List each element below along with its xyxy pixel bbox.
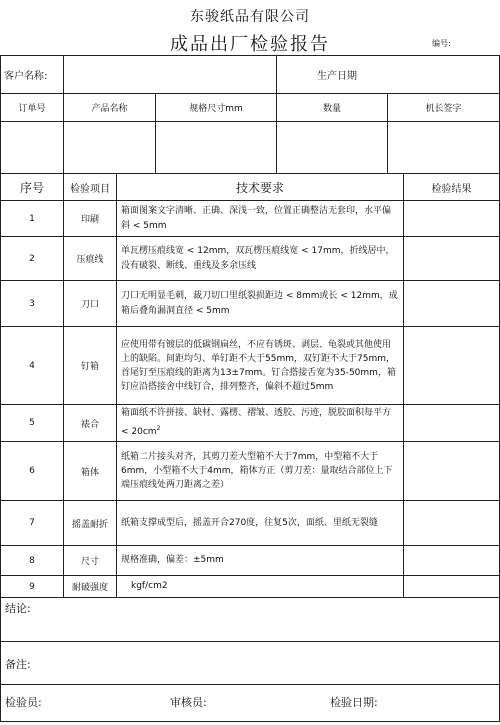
row-result[interactable] bbox=[404, 237, 499, 280]
order-number-input[interactable] bbox=[1, 122, 63, 173]
item-header: 检验项目 bbox=[70, 183, 110, 195]
spec-size-header: 规格尺寸mm bbox=[189, 104, 243, 114]
customer-value[interactable] bbox=[64, 56, 276, 93]
row-requirement: 纸箱二片接头对齐，其剪刀差大型箱不大于7mm，中型箱不大于6mm，小型箱不大于4mm，箱体方正（剪刀差：量取结合部位上下端压痕线处两刀距离之差） bbox=[121, 452, 393, 490]
row-number: 3 bbox=[29, 298, 35, 309]
row-item: 刀口 bbox=[80, 300, 99, 310]
operator-signature-header: 机长签字 bbox=[425, 104, 462, 114]
row-number: 4 bbox=[29, 360, 35, 371]
report-title: 成品出厂检验报告 bbox=[170, 34, 330, 55]
seq-header: 序号 bbox=[19, 180, 44, 195]
requirements-header: 技术要求 bbox=[235, 180, 284, 195]
row-item: 印刷 bbox=[80, 215, 99, 225]
company-name: 东骏纸品有限公司 bbox=[190, 9, 310, 25]
product-name-header: 产品名称 bbox=[91, 104, 128, 114]
row-number: 7 bbox=[29, 518, 35, 528]
divider bbox=[0, 684, 500, 685]
row-item: 钉箱 bbox=[80, 362, 99, 372]
row-requirement: 刀口无明显毛刺，裁刀切口里纸裂损距边 < 8mm或长 < 12mm，成箱后叠角漏洞直径 < 5mm bbox=[121, 290, 398, 316]
row-requirement: 箱面图案文字清晰、正确、深浅一致，位置正确整洁无套印，水平偏斜 < 5mm bbox=[121, 205, 392, 231]
row-number: 5 bbox=[29, 418, 35, 428]
row-result[interactable] bbox=[404, 201, 499, 236]
row-result[interactable] bbox=[404, 281, 499, 326]
product-name-input[interactable] bbox=[64, 122, 155, 173]
row-item: 耐破强度 bbox=[71, 583, 108, 593]
row-number: 9 bbox=[29, 581, 35, 592]
spec-size-input[interactable] bbox=[156, 122, 276, 173]
row-requirement: 单瓦楞压痕线宽 < 12mm，双瓦楞压痕线宽 < 17mm，折线居中，没有破裂、断线、重线及多余压线 bbox=[121, 245, 395, 271]
row-item: 压痕线 bbox=[76, 255, 104, 265]
reviewer-label: 审核员: bbox=[170, 696, 207, 709]
row-requirement bbox=[117, 405, 403, 441]
row-requirement-text: 箱面纸不许拼接、缺材、露楞、褶皱、透胶、污迹，脱胶面积每平方 < $20cm^2$ bbox=[121, 408, 392, 437]
quantity-header: 数量 bbox=[322, 104, 341, 114]
row-result[interactable] bbox=[404, 327, 499, 404]
divider bbox=[0, 641, 500, 642]
row-result[interactable] bbox=[404, 405, 499, 441]
production-date-value[interactable] bbox=[397, 56, 499, 93]
row-result[interactable] bbox=[404, 546, 499, 575]
conclusion-label: 结论: bbox=[5, 602, 31, 615]
row-item: 箱体 bbox=[80, 467, 99, 478]
row-requirement: 规格准确，偏差：±5mm bbox=[121, 555, 224, 565]
order-number-header: 订单号 bbox=[18, 104, 46, 114]
row-item: 尺寸 bbox=[80, 557, 99, 567]
border-bottom bbox=[0, 721, 500, 722]
quantity-input[interactable] bbox=[277, 122, 387, 173]
row-item: 摇盖耐折 bbox=[71, 519, 108, 530]
row-number: 1 bbox=[29, 213, 35, 224]
remark-label: 备注: bbox=[5, 658, 31, 671]
row-requirement: 应使用带有镀层的低碳钢扁丝，不应有锈斑、剥层、龟裂或其他使用上的缺陷。间距均匀、单钉距不大于55mm，双钉距不大于75mm，首尾钉至压痕线的距离为13±7mm。钉合搭接舌宽为35-50mm，箱钉应沿搭接舍中线钉合，排列整齐，偏斜不超过5mm bbox=[121, 339, 396, 392]
row-number: 6 bbox=[29, 466, 35, 476]
row-result[interactable] bbox=[404, 442, 499, 500]
inspector-label: 检验员: bbox=[5, 696, 42, 709]
row-number: 2 bbox=[29, 253, 35, 264]
operator-signature-input[interactable] bbox=[388, 122, 499, 173]
row-result[interactable] bbox=[404, 576, 499, 597]
row-requirement: kgf/cm2 bbox=[131, 581, 168, 591]
production-date-label: 生产日期 bbox=[317, 71, 357, 82]
row-result[interactable] bbox=[404, 501, 499, 545]
row-item: 裱合 bbox=[80, 419, 99, 430]
row-number: 8 bbox=[29, 555, 35, 566]
divider bbox=[0, 597, 500, 598]
doc-number-label: 编号: bbox=[432, 39, 451, 48]
inspection-date-label: 检验日期: bbox=[330, 696, 378, 709]
result-header: 检验结果 bbox=[431, 183, 472, 195]
row-requirement: 纸箱支撑成型后，摇盖开合270度，往复5次，面纸、里纸无裂缝 bbox=[121, 517, 378, 528]
customer-label: 客户名称: bbox=[4, 70, 48, 82]
